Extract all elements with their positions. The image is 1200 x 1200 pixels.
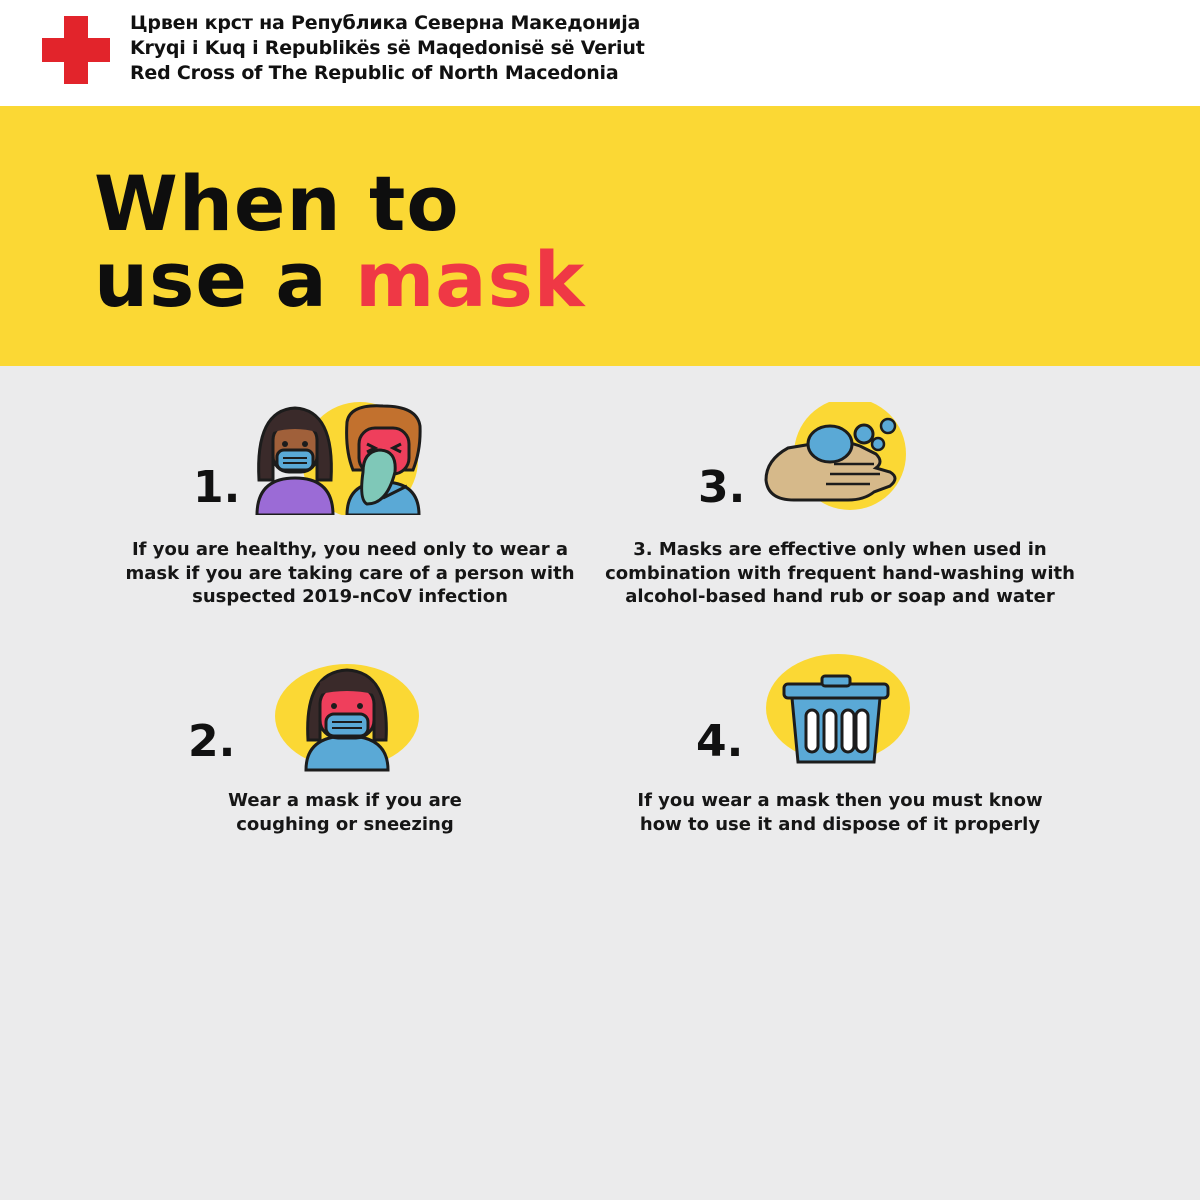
title-accent-word: mask: [355, 235, 586, 324]
item-1-number: 1.: [193, 462, 241, 513]
item-1-text: If you are healthy, you need only to wear a mask if you are taking care of a person with suspected 2019-nCoV infection: [125, 539, 575, 607]
page-title: [94, 159, 586, 324]
red-cross-icon: [42, 16, 110, 84]
title-line-2: [94, 235, 586, 324]
title-prefix: use a: [94, 235, 356, 324]
item-4-number: 4.: [696, 716, 744, 767]
org-name-albanian: Kryqi i Kuq i Republikës së Maqedonisë së Veriut: [130, 37, 645, 59]
trash-bin-icon: [764, 654, 912, 770]
title-line-1: When to: [94, 159, 460, 248]
hand-washing-icon: [764, 402, 914, 512]
org-name-english: Red Cross of The Republic of North Macedonia: [130, 62, 619, 84]
person-wearing-mask-icon: [274, 664, 420, 780]
organization-name: [130, 11, 645, 86]
masked-caregiver-and-sick-person-icon: [255, 400, 440, 515]
item-3-number: 3.: [698, 462, 746, 513]
item-3-text: 3. Masks are effective only when used in combination with frequent hand-washing with alcohol-based hand rub or soap and water: [605, 539, 1075, 607]
item-2-number: 2.: [188, 716, 236, 767]
header: [0, 0, 1200, 106]
org-name-macedonian: Црвен крст на Република Северна Македонија: [130, 12, 641, 34]
item-4-text: If you wear a mask then you must know how to use it and dispose of it properly: [637, 790, 1043, 835]
item-2-text: Wear a mask if you are coughing or sneezing: [228, 790, 462, 835]
